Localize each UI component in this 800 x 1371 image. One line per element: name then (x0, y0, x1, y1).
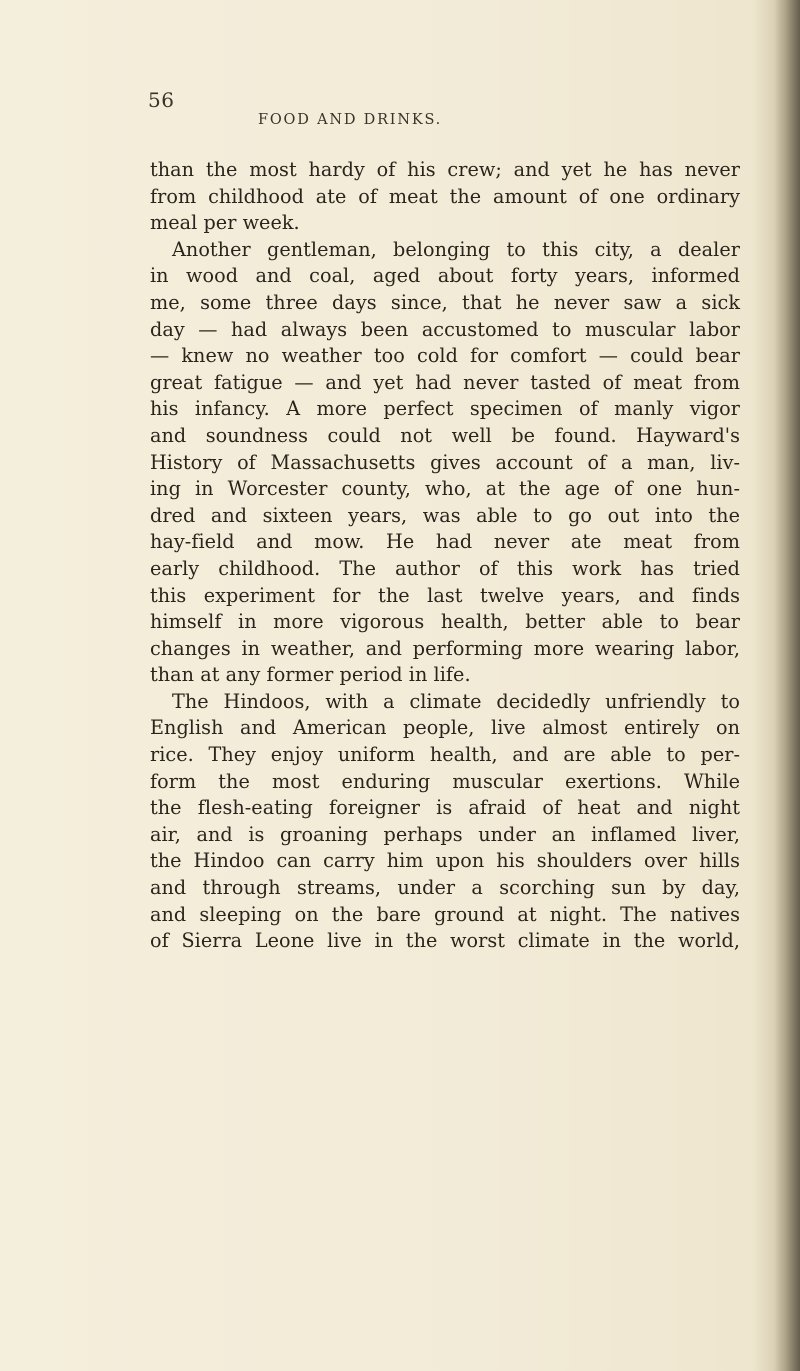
text-line: meal per week. (150, 211, 300, 235)
text-line: than the most hardy of his crew; and yet he has never (150, 158, 740, 181)
text-line: English and American people, live almost entirely on (150, 716, 740, 740)
text-line: me, some three days since, that he never saw a sick (150, 290, 740, 314)
text-line: himself in more vigorous health, better able to bear (150, 610, 740, 634)
running-title: FOOD AND DRINKS. (258, 112, 443, 128)
text-line: and soundness could not well be found. Hayward's (150, 423, 740, 447)
text-line: the Hindoo can carry him upon his shoulders over hills (150, 849, 740, 873)
page-number: 56 (148, 88, 175, 112)
text-line: History of Massachusetts gives account of a man, liv- (150, 450, 740, 474)
text-line: changes in weather, and performing more wearing labor, (150, 636, 740, 660)
text-line: ing in Worcester county, who, at the age of one hun- (150, 477, 740, 501)
body-text (150, 157, 740, 955)
text-line: than at any former period in life. (150, 663, 471, 687)
text-line: this experiment for the last twelve years, and finds (150, 583, 740, 607)
text-line: in wood and coal, aged about forty years, informed (150, 264, 740, 288)
page-edge-shadow (774, 0, 800, 1371)
text-line: rice. They enjoy uniform health, and are able to per- (150, 743, 740, 767)
text-line: Another gentleman, belonging to this city, a dealer (172, 237, 740, 261)
text-line: day — had always been accustomed to muscular labor (150, 317, 740, 341)
text-line: the flesh-eating foreigner is afraid of heat and night (150, 796, 740, 820)
text-line: hay-field and mow. He had never ate meat from (150, 530, 740, 554)
text-line: great fatigue — and yet had never tasted of meat from (150, 370, 740, 394)
text-line: and sleeping on the bare ground at night. The natives (150, 902, 740, 926)
text-line: his infancy. A more perfect specimen of manly vigor (150, 397, 740, 421)
text-line: of Sierra Leone live in the worst climate in the world, (150, 929, 740, 953)
text-line: The Hindoos, with a climate decidedly unfriendly to (172, 689, 740, 713)
text-line: dred and sixteen years, was able to go out into the (150, 503, 740, 527)
text-line: — knew no weather too cold for comfort — could bear (150, 344, 740, 368)
text-line: air, and is groaning perhaps under an inflamed liver, (150, 822, 740, 846)
text-line: from childhood ate of meat the amount of one ordinary (150, 184, 740, 208)
text-line: early childhood. The author of this work has tried (150, 556, 740, 580)
text-line: form the most enduring muscular exertions. While (150, 769, 740, 793)
text-line: and through streams, under a scorching sun by day, (150, 876, 740, 900)
